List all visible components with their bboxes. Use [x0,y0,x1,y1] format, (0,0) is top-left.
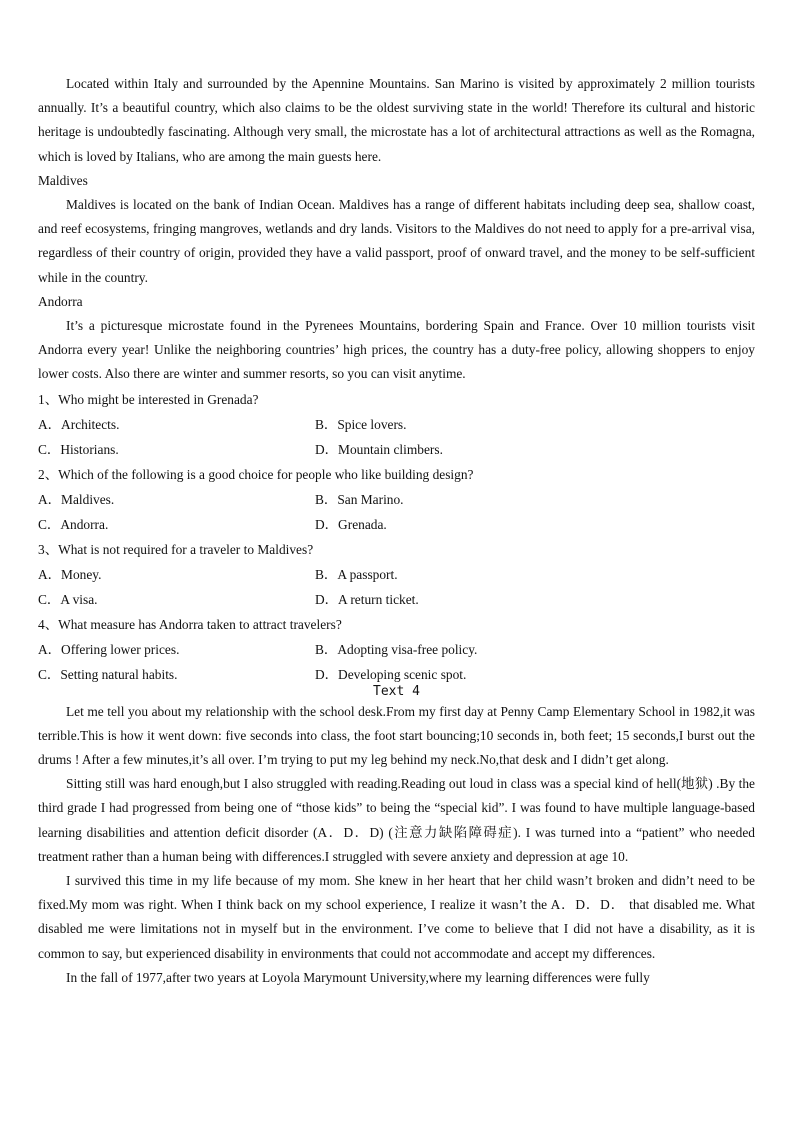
option-c: C．A visa. [38,591,98,607]
option-b: B．A passport. [315,566,398,582]
option-a: A．Offering lower prices. [38,641,180,657]
option-d: D．A return ticket. [315,591,419,607]
option-b: B．Spice lovers. [315,416,407,432]
option-c: C．Andorra. [38,516,109,532]
option-b: B．Adopting visa-free policy. [315,641,478,657]
question-stem: 3、What is not required for a traveler to Maldives? [38,541,314,557]
question-stem: 4、What measure has Andorra taken to attract travelers? [38,616,342,632]
document-page [38,72,755,990]
san-marino-paragraph: Located within Italy and surrounded by the Apennine Mountains. San Marino is visited by approximately 2 million tourists annually. It’s a beautiful country, which also claims to be the oldest surviving state in the world! Therefore its cultural and historic heritage is undoubtedly fascinating. Although very small, the microstate has a lot of architectural attractions as well as the Romagna, which is loved by Italians, who are among the main guests here. [38,76,755,164]
option-b: B．San Marino. [315,491,404,507]
question-4 [38,612,755,687]
option-a: A．Maldives. [38,491,115,507]
option-d: D．Developing scenic spot. [315,666,467,682]
question-stem: 1、Who might be interested in Grenada? [38,391,259,407]
option-d: D．Mountain climbers. [315,441,443,457]
option-d: D．Grenada. [315,516,387,532]
text4-paragraph: I survived this time in my life because of my mom. She knew in her heart that her child wasn’t broken and didn’t need to be fixed.My mom was right. When I think back on my school experience, I realize it wasn’t the A．D．D． that disabled me. What disabled me were limitations not in myself but in the environment. I’ve come to believe that I did not have a disability, as it is common to say, but experienced disability in environments that could not accommodate and accept my differences. [38,873,755,961]
text4-paragraph: In the fall of 1977,after two years at Loyola Marymount University,where my learning differences were fully [66,969,650,985]
option-c: C．Setting natural habits. [38,666,178,682]
text4-paragraph: Let me tell you about my relationship with the school desk.From my first day at Penny Camp Elementary School in 1982,it was terrible.This is how it went down: five seconds into class, the foot start bouncing;10 seconds in, both feet; 15 seconds,I burst out the drums ! After a few minutes,it’s all over. I’m trying to put my leg behind my neck.No,that desk and I didn’t get along. [38,703,755,768]
question-stem: 2、Which of the following is a good choice for people who like building design? [38,466,474,482]
option-a: A．Money. [38,566,102,582]
andorra-heading: Andorra [38,293,83,309]
maldives-heading: Maldives [38,172,88,188]
text4-title: Text 4 [373,683,420,699]
option-c: C．Historians. [38,441,119,457]
maldives-paragraph: Maldives is located on the bank of Indian Ocean. Maldives has a range of different habitats including deep sea, shallow coast, and reef ecosystems, fringing mangroves, wetlands and dry lands. Visitors to the Maldives do not need to apply for a pre-arrival visa, regardless of their country of origin, provided they have a valid passport, proof of onward travel, and the money to be self-sufficient while in the country. [38,197,755,285]
text4-paragraph: Sitting still was hard enough,but I also struggled with reading.Reading out loud in class was a special kind of hell(地狱) .By the third grade I had progressed from being one of “those kids” to being the “special kid”. I was found to have multiple language-based learning disabilities and attention deficit disorder (A．D．D) (注意力缺陷障碍症). I was turned into a “patient” who needed treatment rather than a human being with differences.I struggled with severe anxiety and depression at age 10. [38,776,755,864]
andorra-paragraph: It’s a picturesque microstate found in the Pyrenees Mountains, bordering Spain and France. Over 10 million tourists visit Andorra every year! Unlike the neighboring countries’ high prices, the country has a duty-free policy, allowing shoppers to enjoy lower costs. Also there are winter and summer resorts, so you can visit anytime. [38,318,755,382]
question-1 [38,387,755,462]
question-2 [38,462,755,537]
question-3 [38,537,755,612]
option-a: A．Architects. [38,416,120,432]
